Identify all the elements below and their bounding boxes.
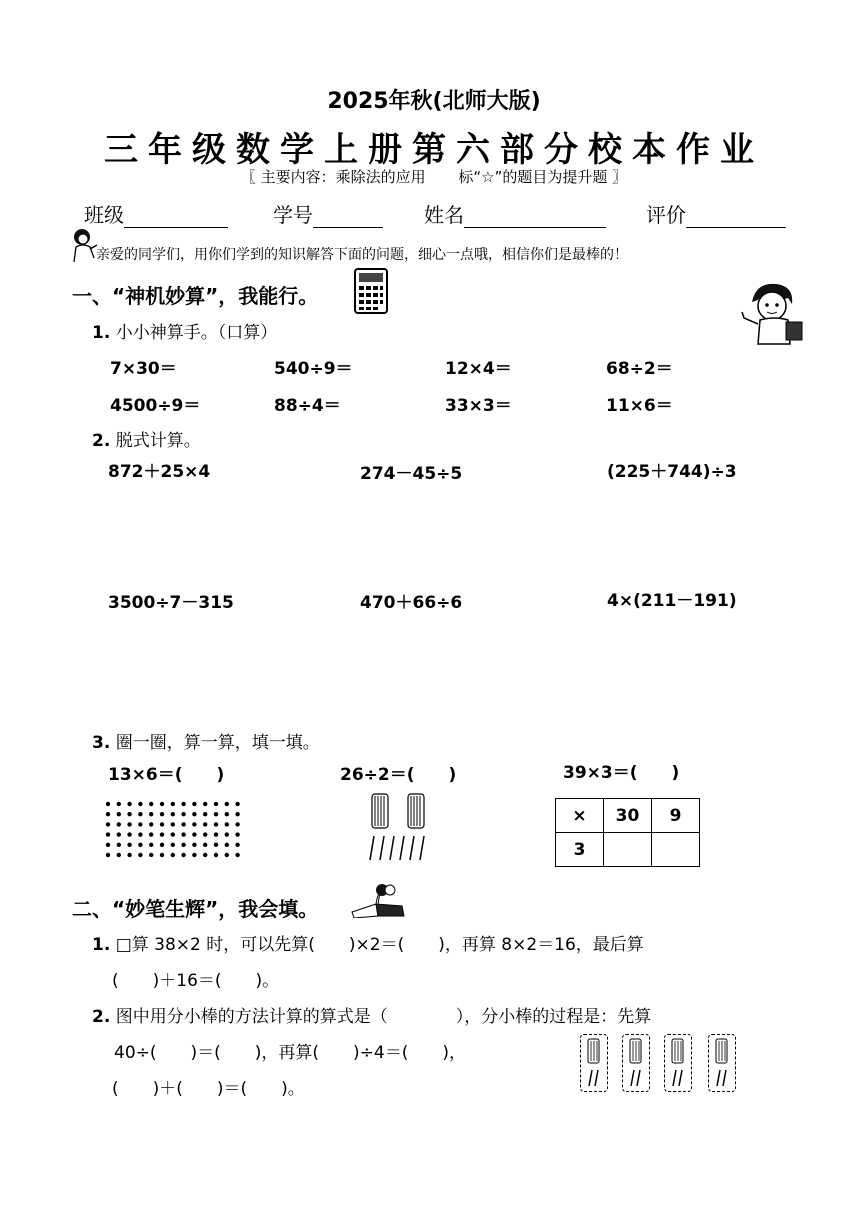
- dot: [160, 822, 164, 826]
- dot: [138, 843, 142, 847]
- intro-text: 亲爱的同学们，用你们学到的知识解答下面的问题，细心一点哦，相信你们是最棒的！: [96, 247, 628, 263]
- dot: [192, 843, 196, 847]
- id-field[interactable]: [273, 199, 383, 228]
- oral-item: 7×30＝: [110, 359, 177, 379]
- dot: [225, 802, 229, 806]
- s1-q1: 1. 小小神算手。（口算）: [92, 323, 278, 343]
- oral-item: 11×6＝: [606, 396, 673, 416]
- dot: [225, 843, 229, 847]
- step-calc-item: 4×(211－191): [607, 591, 737, 611]
- stick-groups-diagram: [580, 1034, 738, 1092]
- dot: [117, 822, 121, 826]
- dot: [192, 812, 196, 816]
- dot: [181, 853, 185, 857]
- oral-item: 33×3＝: [445, 396, 512, 416]
- multiplication-grid: [555, 798, 700, 867]
- sticks-diagram: [366, 792, 446, 864]
- eval-field[interactable]: [646, 199, 786, 228]
- worksheet-subtitle: [0, 166, 868, 187]
- teacher-icon: [70, 228, 98, 262]
- dot: [127, 853, 131, 857]
- dot: [235, 812, 239, 816]
- s2-q1-line1: 1. □算 38×2 时，可以先算( )×2＝( )，再算 8×2＝16，最后算: [92, 935, 644, 955]
- dot: [203, 812, 207, 816]
- dot: [149, 812, 153, 816]
- grid-op: ×: [556, 799, 604, 833]
- step-calc-item: 470＋66÷6: [360, 593, 463, 613]
- dot: [235, 832, 239, 836]
- dot: [214, 802, 218, 806]
- circle-item: 39×3＝( ): [563, 763, 680, 783]
- eval-label: 评价: [646, 203, 686, 227]
- oral-item: 88÷4＝: [274, 396, 341, 416]
- dot: [225, 832, 229, 836]
- oral-item: 68÷2＝: [606, 359, 673, 379]
- dot-array: [104, 800, 244, 860]
- dot: [117, 812, 121, 816]
- s1-q3: 3. 圈一圈，算一算，填一填。: [92, 733, 320, 753]
- dot: [117, 832, 121, 836]
- dot: [160, 802, 164, 806]
- id-label: 学号: [273, 203, 313, 227]
- dot: [106, 812, 110, 816]
- grid-header: 9: [652, 799, 700, 833]
- dot: [181, 812, 185, 816]
- dot: [138, 802, 142, 806]
- circle-item: 13×6＝( ): [108, 765, 225, 785]
- book-icon: [350, 882, 406, 918]
- dot: [138, 822, 142, 826]
- name-label: 姓名: [424, 203, 464, 227]
- dot: [127, 822, 131, 826]
- s2-q2-line1: 2. 图中用分小棒的方法计算的算式是（ ），分小棒的过程是：先算: [92, 1007, 652, 1027]
- grid-row-label: 3: [556, 833, 604, 867]
- dot: [171, 853, 175, 857]
- name-field[interactable]: [424, 199, 606, 228]
- dot: [214, 812, 218, 816]
- dot: [203, 843, 207, 847]
- dot: [149, 802, 153, 806]
- dot: [225, 853, 229, 857]
- dot: [106, 853, 110, 857]
- dot: [127, 802, 131, 806]
- dot: [203, 822, 207, 826]
- dot: [106, 802, 110, 806]
- dot: [192, 832, 196, 836]
- grid-header: 30: [604, 799, 652, 833]
- dot: [171, 832, 175, 836]
- dot: [203, 853, 207, 857]
- dot: [160, 843, 164, 847]
- dot: [117, 802, 121, 806]
- dot: [117, 843, 121, 847]
- dot: [138, 853, 142, 857]
- dot: [106, 843, 110, 847]
- dot: [181, 832, 185, 836]
- dot: [225, 812, 229, 816]
- dot: [127, 843, 131, 847]
- dot: [160, 812, 164, 816]
- dot: [171, 822, 175, 826]
- dot: [160, 853, 164, 857]
- dot: [171, 843, 175, 847]
- dot: [171, 802, 175, 806]
- worksheet-title: 三年级数学上册第六部分校本作业: [104, 130, 764, 170]
- dot: [214, 853, 218, 857]
- content-label: 〖 主要内容：乘除法的应用: [240, 168, 426, 186]
- dot: [138, 832, 142, 836]
- step-calc-item: 3500÷7－315: [108, 593, 234, 613]
- dot: [181, 822, 185, 826]
- dot: [214, 822, 218, 826]
- student-icon: [738, 280, 808, 346]
- dot: [203, 832, 207, 836]
- grid-cell[interactable]: [652, 833, 700, 867]
- dot: [214, 843, 218, 847]
- dot: [171, 812, 175, 816]
- calculator-icon: [354, 268, 388, 314]
- s2-q2-line3: ( )＋( )＝( )。: [112, 1079, 305, 1099]
- dot: [192, 853, 196, 857]
- dot: [117, 853, 121, 857]
- worksheet-year: 2025年秋(北师大版): [327, 89, 541, 114]
- dot: [203, 802, 207, 806]
- s2-q1-line2: ( )＋16＝( )。: [112, 971, 280, 991]
- note-label: 标“☆”的题目为提升题 〗: [458, 168, 628, 186]
- class-field[interactable]: [84, 199, 228, 228]
- dot: [181, 843, 185, 847]
- s2-q2-line2: 40÷( )＝( )，再算( )÷4＝( )，: [114, 1043, 466, 1063]
- section2-title: 二、“妙笔生辉”，我会填。: [72, 897, 319, 921]
- dot: [127, 812, 131, 816]
- step-calc-item: 872＋25×4: [108, 462, 211, 482]
- grid-cell[interactable]: [604, 833, 652, 867]
- oral-item: 4500÷9＝: [110, 396, 201, 416]
- class-label: 班级: [84, 203, 124, 227]
- dot: [214, 832, 218, 836]
- step-calc-item: 274－45÷5: [360, 464, 463, 484]
- dot: [160, 832, 164, 836]
- dot: [149, 832, 153, 836]
- dot: [225, 822, 229, 826]
- dot: [106, 832, 110, 836]
- oral-item: 12×4＝: [445, 359, 512, 379]
- dot: [235, 802, 239, 806]
- dot: [138, 812, 142, 816]
- dot: [192, 802, 196, 806]
- oral-item: 540÷9＝: [274, 359, 353, 379]
- dot: [127, 832, 131, 836]
- circle-item: 26÷2＝( ): [340, 765, 457, 785]
- dot: [149, 822, 153, 826]
- dot: [192, 822, 196, 826]
- s1-q2: 2. 脱式计算。: [92, 431, 201, 451]
- dot: [106, 822, 110, 826]
- dot: [181, 802, 185, 806]
- dot: [235, 822, 239, 826]
- dot: [149, 853, 153, 857]
- dot: [149, 843, 153, 847]
- step-calc-item: (225＋744)÷3: [607, 462, 737, 482]
- section1-title: 一、“神机妙算”，我能行。: [72, 284, 319, 308]
- dot: [235, 853, 239, 857]
- dot: [235, 843, 239, 847]
